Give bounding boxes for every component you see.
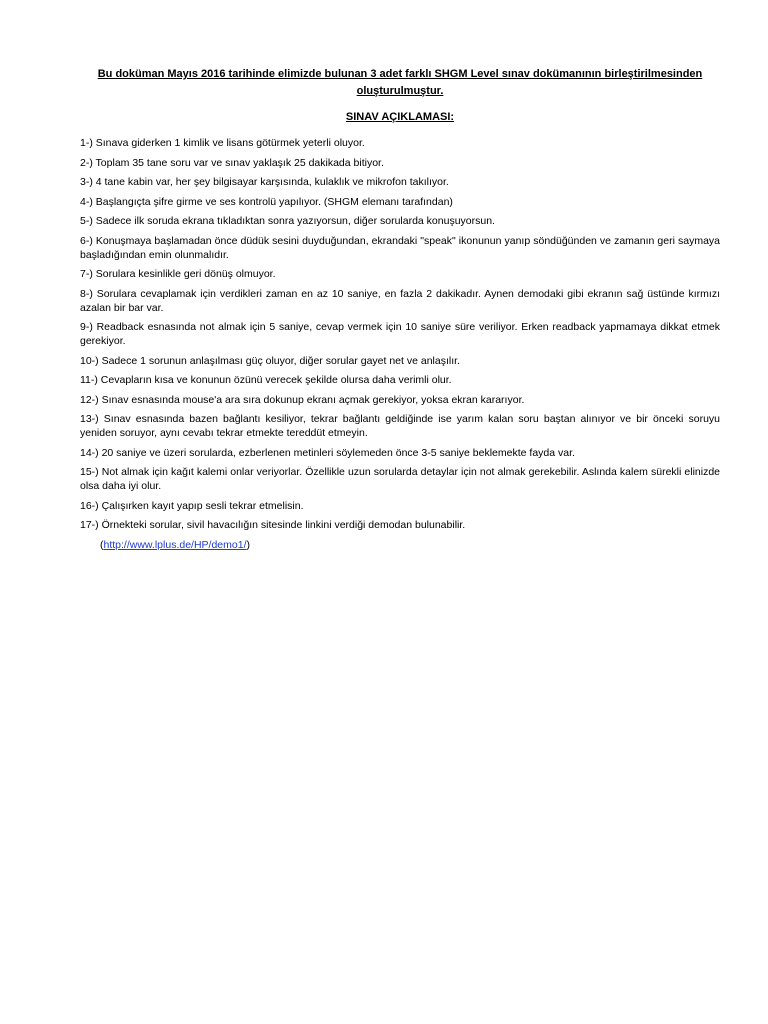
list-item: 1-) Sınava giderken 1 kimlik ve lisans götürmek yeterli oluyor.: [80, 137, 365, 149]
link-open-paren: (: [100, 538, 104, 551]
list-item: 12-) Sınav esnasında mouse'a ara sıra dokunup ekranı açmak gerekiyor, yoksa ekran kararıyor.: [80, 393, 525, 406]
rules-list: [80, 136, 720, 532]
list-item: 11-) Cevapların kısa ve konunun özünü verecek şekilde olursa daha verimli olur.: [80, 374, 452, 386]
list-item: 3-) 4 tane kabin var, her şey bilgisayar karşısında, kulaklık ve mikrofon takılıyor.: [80, 176, 449, 188]
list-item: 8-) Sorulara cevaplamak için verdikleri zaman en az 10 saniye, en fazla 2 dakikadır. Aynen demodaki gibi ekranın sağ üstünde kırmızı azalan bir bar var.: [80, 287, 720, 314]
section-heading: SINAV AÇIKLAMASI:: [345, 111, 455, 123]
list-item: 5-) Sadece ilk soruda ekrana tıkladıktan sonra yazıyorsun, diğer sorularda konuşuyorsun.: [80, 215, 495, 227]
list-item: 6-) Konuşmaya başlamadan önce düdük sesini duyduğundan, ekrandaki "speak" ikonunun yanıp söndüğünden ve zamanın geri saymaya başladığından emin olunmalıdır.: [80, 234, 720, 261]
list-item: 15-) Not almak için kağıt kalemi onlar veriyorlar. Özellikle uzun sorularda detaylar için not almak gerekebilir. Aslında kalem sürekli elinizde olsa daha iyi olur.: [80, 466, 720, 492]
list-item: 13-) Sınav esnasında bazen bağlantı kesiliyor, tekrar bağlantı geldiğinde ise yarım kalan soru baştan alınıyor ve bir önceki soruyu yeniden soruyor, aynı cevabı tekrar etmekte tereddüt etmeyin.: [80, 413, 720, 439]
list-item: 4-) Başlangıçta şifre girme ve ses kontrolü yapılıyor. (SHGM elemanı tarafından): [80, 195, 453, 208]
document-intro: Bu doküman Mayıs 2016 tarihinde elimizde bulunan 3 adet farklı SHGM Level sınav dokümanının birleştirilmesinden oluşturulmuştur.: [97, 68, 703, 97]
list-item: 17-) Örnekteki sorular, sivil havacılığın sitesinde linkini verdiği demodan bulunabilir.: [80, 519, 466, 531]
list-item: 7-) Sorulara kesinlikle geri dönüş olmuyor.: [80, 268, 276, 280]
link-close-paren: ): [246, 538, 250, 551]
list-item: 10-) Sadece 1 sorunun anlaşılması güç oluyor, diğer sorular gayet net ve anlaşılır.: [80, 354, 460, 367]
list-item: 14-) 20 saniye ve üzeri sorularda, ezberlenen metinleri söylemeden önce 3-5 saniye beklemekte fayda var.: [80, 446, 575, 459]
document-page: [80, 66, 720, 552]
list-item: 2-) Toplam 35 tane soru var ve sınav yaklaşık 25 dakikada bitiyor.: [80, 156, 384, 169]
list-item: 16-) Çalışırken kayıt yapıp sesli tekrar etmelisin.: [80, 499, 304, 512]
demo-link-line: [80, 538, 720, 552]
list-item: 9-) Readback esnasında not almak için 5 saniye, cevap vermek için 10 saniye süre veriliyor. Erken readback yapmamaya dikkat etmek gerekiyor.: [80, 321, 720, 347]
demo-link[interactable]: http://www.lplus.de/HP/demo1/: [103, 538, 247, 551]
